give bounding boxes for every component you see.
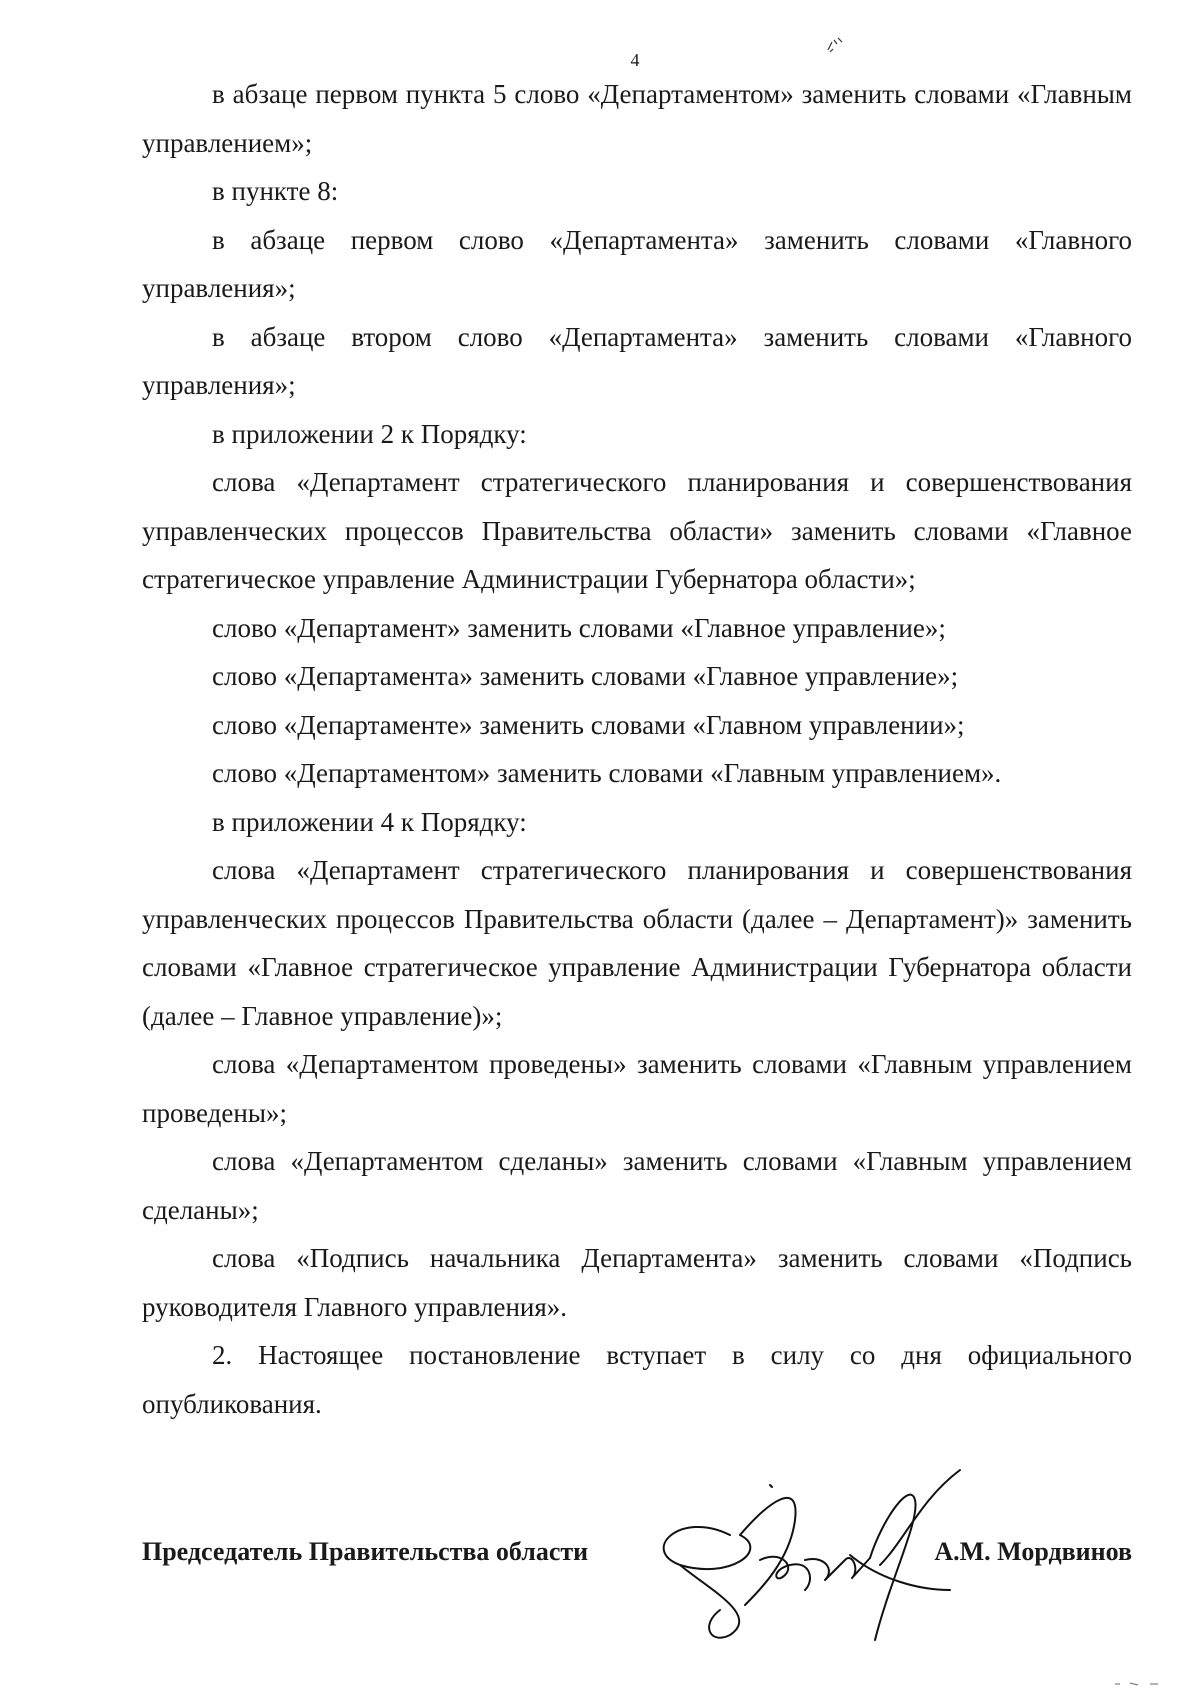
paragraph: слово «Департаменте» заменить словами «Главном управлении»;: [212, 709, 965, 740]
paragraph: слова «Департамент стратегического планирования и совершенствования управленческих процессов Правительства области (далее – Департамент)» заменить словами «Главное стратегическое управление Администрации Губернатора области (далее – Главное управление)»;: [142, 855, 1132, 1031]
paragraph: в абзаце первом пункта 5 слово «Департаментом» заменить словами «Главным управлением»;: [142, 79, 1132, 158]
paragraph: слова «Подпись начальника Департамента» заменить словами «Подпись руководителя Главного управления».: [142, 1243, 1132, 1322]
page-number: 4: [630, 50, 640, 70]
signature-block: [142, 1510, 1132, 1670]
paragraph: слова «Департаментом сделаны» заменить словами «Главным управлением сделаны»;: [142, 1146, 1132, 1225]
paragraph: 2. Настоящее постановление вступает в силу со дня официального опубликования.: [142, 1340, 1132, 1419]
paragraph: в приложении 4 к Порядку:: [212, 806, 527, 837]
handwritten-signature: [620, 1440, 980, 1670]
scan-corner-artifact: [1110, 1679, 1170, 1689]
paragraph: слово «Департамент» заменить словами «Главное управление»;: [212, 612, 946, 643]
signer-title: Председатель Правительства области: [142, 1537, 589, 1566]
paragraph: в пункте 8:: [212, 176, 339, 206]
paragraph: слова «Департамент стратегического планирования и совершенствования управленческих процессов Правительства области» заменить словами «Главное стратегическое управление Администрации Губернатора области»;: [142, 467, 1132, 594]
paragraph: в абзаце первом слово «Департамента» заменить словами «Главного управления»;: [142, 224, 1132, 303]
paragraph: в абзаце втором слово «Департамента» заменить словами «Главного управления»;: [142, 321, 1132, 400]
signer-name: А.М. Мордвинов: [934, 1537, 1132, 1566]
paragraph: в приложении 2 к Порядку:: [212, 418, 527, 449]
paragraph: слово «Департаментом» заменить словами «Главным управлением».: [212, 758, 1002, 788]
paragraph: слово «Департамента» заменить словами «Главное управление»;: [212, 661, 959, 691]
scan-artifact-mark: [820, 30, 850, 60]
paragraph: слова «Департаментом проведены» заменить словами «Главным управлением проведены»;: [142, 1049, 1132, 1128]
document-body: [142, 70, 1132, 1428]
